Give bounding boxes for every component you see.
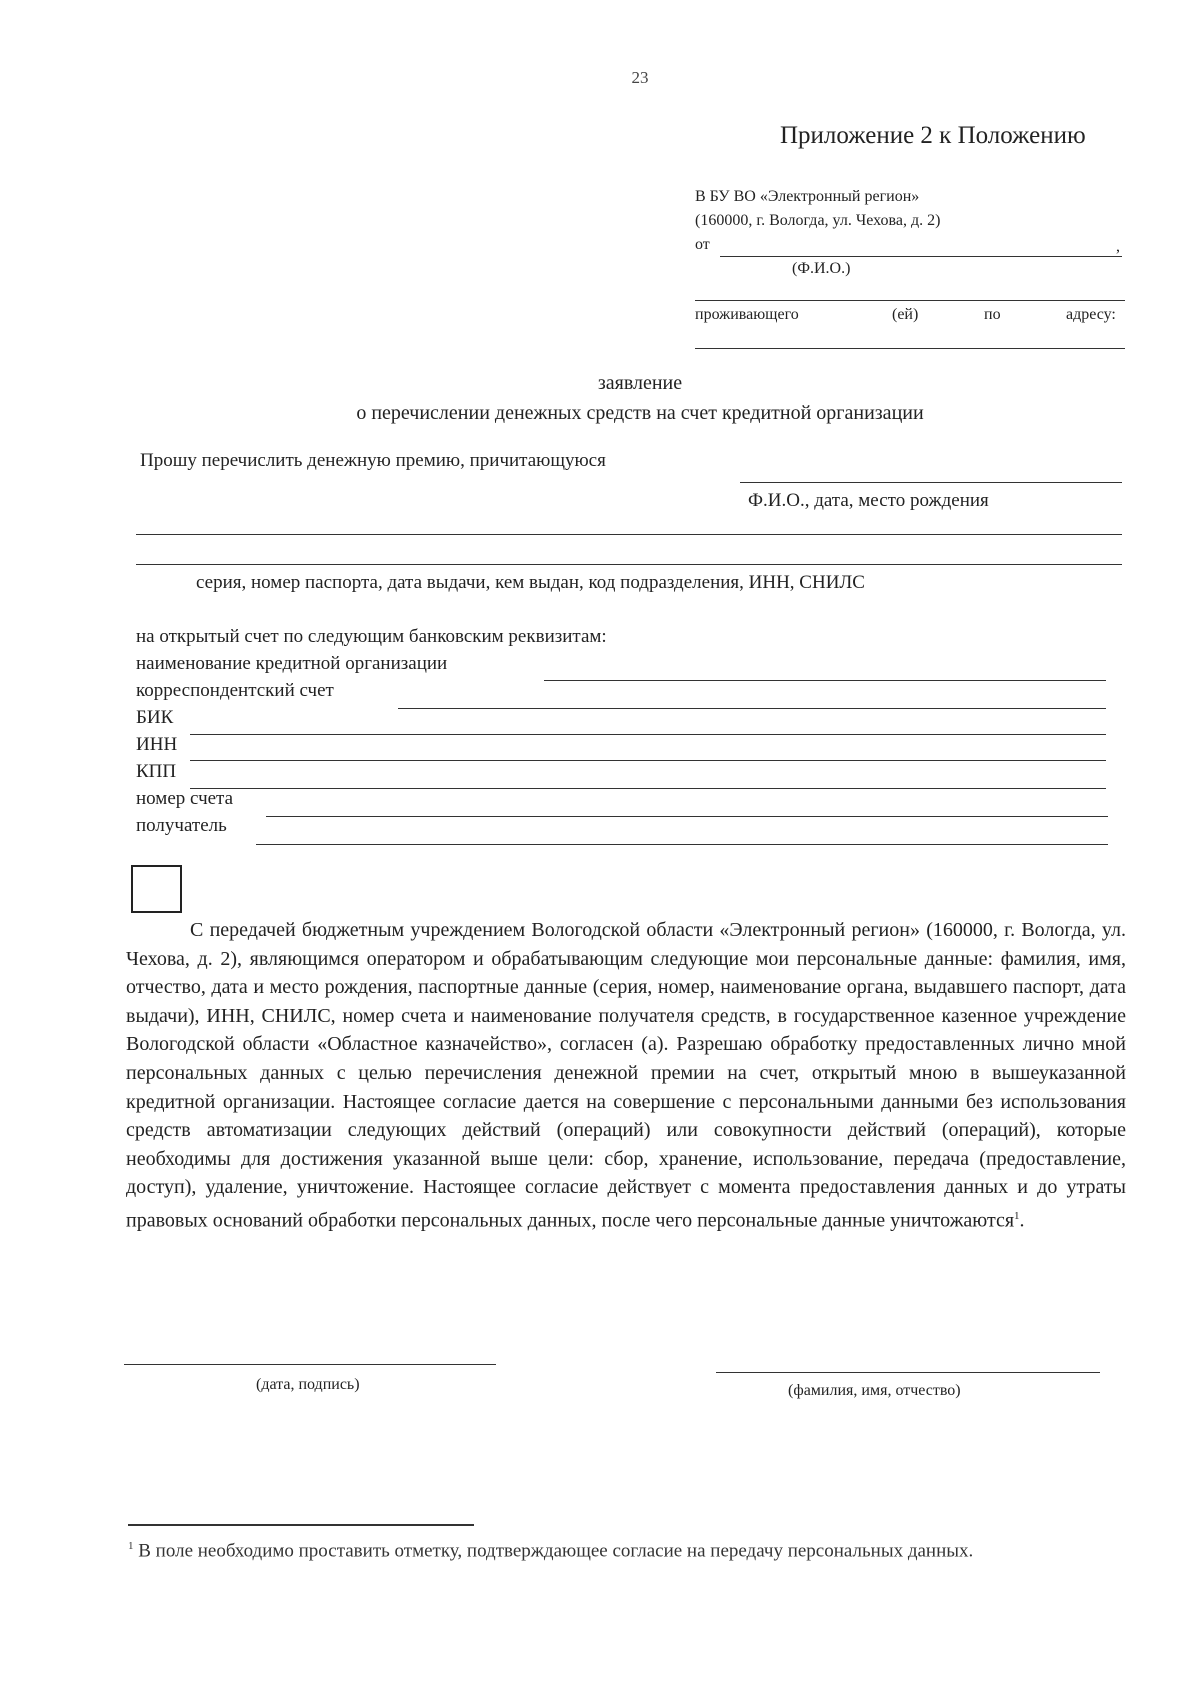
request-line-3[interactable] bbox=[136, 564, 1122, 565]
address-line[interactable] bbox=[695, 348, 1125, 349]
bank-intro: на открытый счет по следующим банковским реквизитам: bbox=[136, 626, 607, 647]
request-text: Прошу перечислить денежную премию, причитающуюся bbox=[140, 450, 606, 471]
recipient-name-line[interactable] bbox=[740, 482, 1122, 483]
footnote bbox=[128, 1532, 1118, 1565]
footnote-mark: 1 bbox=[128, 1540, 134, 1552]
consent-footnote-mark: 1 bbox=[1014, 1209, 1020, 1222]
corr-account-line[interactable] bbox=[398, 708, 1106, 709]
addressee-line2: (160000, г. Вологда, ул. Чехова, д. 2) bbox=[695, 212, 941, 229]
bank-field-label: КПП bbox=[136, 761, 177, 782]
request-caption-passport: серия, номер паспорта, дата выдачи, кем выдан, код подразделения, ИНН, СНИЛС bbox=[196, 572, 865, 593]
kpp-line[interactable] bbox=[190, 788, 1106, 789]
consent-body: С передачей бюджетным учреждением Вологодской области «Электронный регион» (160000, г. Вологда, ул. Чехова, д. 2), являющимся оператором и обрабатывающим следующие мои персональные данные: фамилия, имя, отчество, дата и место рождения, паспортные данные (серия, номер, наименование органа, выдавшего паспорт, дата выдачи), ИНН, СНИЛС, номер счета и наименование получателя средств, в государственное казенное учреждение Вологодской области «Областное казначейство», согласен (а). Разрешаю обработку предоставленных лично мной персональных данных с целью перечисления денежной премии на счет, открытый мною в вышеуказанной кредитной организации. Настоящее согласие дается на совершение с персональными данными без использования средств автоматизации следующих действий (операций) или совокупности действий (операций), которые необходимы для достижения указанной выше цели: сбор, хранение, использование, передача (предоставление, доступ), удаление, уничтожение. Настоящее согласие действует с момента предоставления данных и до утраты правовых оснований обработки персональных данных, после чего персональные данные уничтожаются bbox=[126, 919, 1126, 1232]
bank-field-label: ИНН bbox=[136, 734, 178, 755]
bank-field-label: наименование кредитной организации bbox=[136, 653, 448, 674]
date-signature-caption: (дата, подпись) bbox=[256, 1376, 360, 1393]
page-number: 23 bbox=[631, 68, 649, 87]
residing-address-label: адресу: bbox=[1066, 306, 1116, 323]
residing-label: проживающего bbox=[695, 306, 799, 323]
addressee-line1: В БУ ВО «Электронный регион» bbox=[695, 188, 920, 205]
bank-field-label: номер счета bbox=[136, 788, 234, 809]
appendix-title: Приложение 2 к Положению bbox=[780, 122, 1086, 149]
bank-name-line[interactable] bbox=[544, 680, 1106, 681]
footnote-separator bbox=[128, 1524, 474, 1526]
bank-field-label: получатель bbox=[136, 815, 227, 836]
bank-field-label: корреспондентский счет bbox=[136, 680, 334, 701]
recipient-line[interactable] bbox=[256, 844, 1108, 845]
request-line-2[interactable] bbox=[136, 534, 1122, 535]
full-name-caption: (фамилия, имя, отчество) bbox=[788, 1382, 961, 1399]
consent-checkbox[interactable] bbox=[131, 865, 182, 913]
document-subtitle: о перечислении денежных средств на счет кредитной организации bbox=[356, 402, 924, 424]
from-fio-line[interactable] bbox=[720, 256, 1122, 257]
residing-suffix: (ей) bbox=[892, 306, 919, 323]
from-label: от bbox=[695, 236, 710, 253]
date-signature-line[interactable] bbox=[124, 1364, 496, 1365]
from-comma: , bbox=[1116, 238, 1120, 255]
consent-end: . bbox=[1019, 1209, 1025, 1232]
residing-po: по bbox=[984, 306, 1001, 323]
inn-line[interactable] bbox=[190, 760, 1106, 761]
request-caption-fio: Ф.И.О., дата, место рождения bbox=[748, 490, 989, 511]
bik-line[interactable] bbox=[190, 734, 1106, 735]
bank-field-label: БИК bbox=[136, 707, 174, 728]
footnote-text: В поле необходимо проставить отметку, подтверждающее согласие на передачу персональных данных. bbox=[138, 1540, 974, 1562]
fio-caption: (Ф.И.О.) bbox=[792, 260, 851, 277]
fio-line-2[interactable] bbox=[695, 300, 1125, 301]
full-name-line[interactable] bbox=[716, 1372, 1100, 1373]
consent-text bbox=[126, 916, 1126, 1235]
document-title: заявление bbox=[597, 372, 683, 394]
account-number-line[interactable] bbox=[266, 816, 1108, 817]
